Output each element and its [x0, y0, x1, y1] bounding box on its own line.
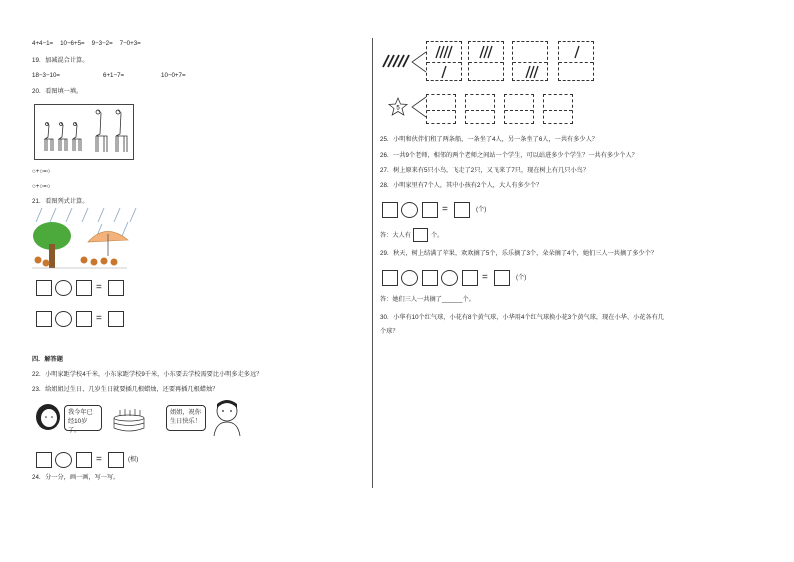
- unit-label: (个): [516, 274, 527, 281]
- question-22: 22．小明家距学校4千米，小东家距学校9千米，小东要去学校需要比小明多走多远？: [32, 371, 263, 378]
- arith-item: 10−0+7=: [161, 72, 186, 79]
- sticks-icon: [513, 42, 549, 82]
- sticks-icon: [469, 42, 505, 82]
- q28-answer-prefix: 答：大人有: [380, 232, 411, 239]
- unit-label: (个): [476, 206, 487, 213]
- answer-box[interactable]: [494, 270, 510, 286]
- arith-item: 10−6+5=: [60, 40, 85, 47]
- boy-avatar: [210, 400, 244, 436]
- arith-item: 6+1−7=: [103, 72, 125, 79]
- bubble-text: 姐姐，祝你生日快乐！: [170, 409, 201, 425]
- split-box[interactable]: [465, 94, 495, 124]
- equals-sign: =: [96, 454, 102, 465]
- answer-box[interactable]: [36, 280, 52, 296]
- split-box[interactable]: [558, 41, 594, 81]
- stick-bundle-icon: [381, 53, 411, 69]
- answer-box[interactable]: [422, 270, 438, 286]
- answer-box[interactable]: [454, 202, 470, 218]
- answer-box[interactable]: [382, 270, 398, 286]
- question-20: 20．看图填一填。: [32, 88, 83, 95]
- split-bracket: [410, 95, 426, 119]
- question-26: 26．一共9个老师，相邻的两个老师之间站一个学生，可以站进多少个学生？一共有多少个人？: [380, 152, 638, 159]
- q20-equation-1: ○+○=○: [32, 168, 51, 175]
- sticks-icon: [559, 42, 595, 82]
- answer-box[interactable]: [462, 270, 478, 286]
- split-box[interactable]: [426, 41, 462, 81]
- question-29: 29．秋天，树上结满了苹果，欢欢摘了5个，乐乐摘了3个，朵朵摘了4个，她们三人一共摘了多少个？: [380, 250, 658, 257]
- answer-box[interactable]: [382, 202, 398, 218]
- question-27: 27．树上原来有5只小鸟，飞走了2只，又飞来了7只，现在树上有几只小鸟？: [380, 167, 590, 174]
- column-divider: [372, 38, 373, 488]
- giraffes-drawing: [35, 105, 135, 161]
- answer-box[interactable]: [36, 311, 52, 327]
- split-box[interactable]: [512, 41, 548, 81]
- operator-circle[interactable]: [55, 452, 72, 468]
- question-30-line2: 个球？: [380, 328, 399, 335]
- speech-bubble-right: [166, 405, 206, 431]
- split-bracket: [410, 50, 426, 74]
- arith-item: 18−3−10=: [32, 72, 61, 79]
- star-number: 5: [396, 105, 400, 112]
- arith-row: [32, 40, 141, 48]
- split-box[interactable]: [543, 94, 573, 124]
- question-25: 25．小明和伙伴们租了两条船，一条坐了4人，另一条坐了6人，一共有多少人？: [380, 136, 598, 143]
- answer-box[interactable]: [108, 311, 124, 327]
- answer-box[interactable]: [76, 452, 92, 468]
- question-24: 24．分一分，画一画，写一写。: [32, 474, 120, 481]
- equals-sign: =: [482, 272, 488, 283]
- giraffes-image: [34, 104, 134, 160]
- split-box[interactable]: [504, 94, 534, 124]
- equals-sign: =: [96, 282, 102, 293]
- split-box[interactable]: [468, 41, 504, 81]
- arith-item: 7−0+3=: [119, 40, 141, 47]
- unit-label: (根): [128, 456, 139, 463]
- question-28: 28．小明家里有7个人，其中小孩有2个人，大人有多少个？: [380, 182, 543, 189]
- answer-box[interactable]: [76, 311, 92, 327]
- question-19: 19．加减混合计算。: [32, 57, 89, 64]
- speech-bubble-left: [64, 405, 102, 434]
- equals-sign: =: [96, 313, 102, 324]
- operator-circle[interactable]: [441, 270, 458, 286]
- operator-circle[interactable]: [55, 280, 72, 296]
- birthday-cake-icon: [112, 408, 146, 434]
- sticks-icon: [427, 42, 463, 82]
- q20-equation-2: ○+○=○: [32, 183, 51, 190]
- question-23: 23．给姐姐过生日，几岁生日就要插几根蜡烛，还要再插几根蜡烛？: [32, 386, 219, 393]
- operator-circle[interactable]: [401, 270, 418, 286]
- question-30-line1: 30．小华有10个红气球，小花有8个黄气球，小华用4个红气球换小花3个黄气球，现在小华、小花各有几: [380, 314, 664, 321]
- answer-box[interactable]: [76, 280, 92, 296]
- answer-box[interactable]: [413, 228, 428, 242]
- bubble-text: 我今年已经10岁了。: [68, 409, 93, 434]
- answer-box[interactable]: [422, 202, 438, 218]
- arith-item: 9−3−2=: [91, 40, 113, 47]
- split-box[interactable]: [426, 94, 456, 124]
- equals-sign: =: [442, 204, 448, 215]
- answer-box[interactable]: [108, 280, 124, 296]
- arith-item: 4+4−1=: [32, 40, 54, 47]
- operator-circle[interactable]: [401, 202, 418, 218]
- star-icon: [389, 98, 407, 116]
- q29-answer: 答：她们三人一共摘了______个。: [380, 296, 475, 303]
- question-21: 21．看图列式计算。: [32, 198, 89, 205]
- answer-box[interactable]: [108, 452, 124, 468]
- operator-circle[interactable]: [55, 311, 72, 327]
- section-4-heading: 四．解答题: [32, 356, 63, 363]
- answer-box[interactable]: [36, 452, 52, 468]
- girl-avatar: [34, 403, 62, 433]
- rain-scene-image: [32, 208, 142, 272]
- q28-answer-suffix: 个。: [431, 232, 444, 239]
